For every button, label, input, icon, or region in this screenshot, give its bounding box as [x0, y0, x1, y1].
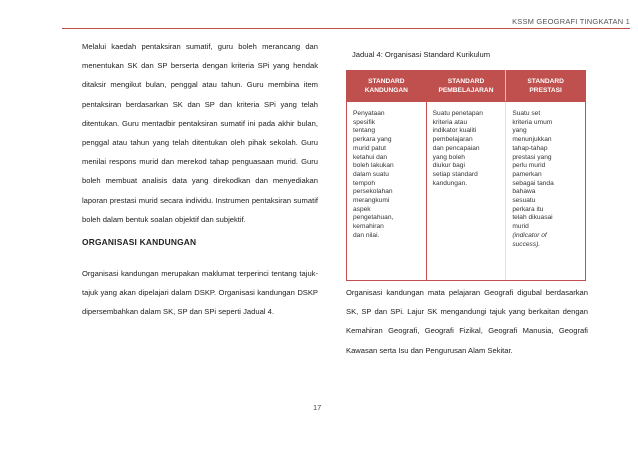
- cell-text-line: prestasi yang: [512, 153, 552, 161]
- cell-text-line: perlu murid: [512, 162, 546, 170]
- cell-standard-prestasi: [506, 102, 586, 281]
- header-standard-pembelajaran: STANDARD PEMBELAJARAN: [426, 71, 506, 102]
- table-row: [347, 102, 586, 281]
- cell-standard-kandungan: [347, 102, 427, 281]
- cell-text-line: yang boleh: [432, 153, 465, 161]
- cell-text-line: dan nilai.: [353, 231, 380, 239]
- left-column-bottom: [82, 264, 318, 322]
- cell-text-line: tahap-tahap: [512, 144, 548, 152]
- cell-text-line: kriteria umum: [512, 118, 553, 126]
- cell-text-line: pembelajaran: [432, 136, 473, 144]
- cell-text-line: telah dikuasai: [512, 214, 553, 222]
- cell-text-line: kriteria atau: [432, 118, 468, 126]
- cell-text-line: spesifik: [353, 118, 375, 126]
- header-standard-kandungan: STANDARD KANDUNGAN: [347, 71, 427, 102]
- cell-standard-pembelajaran: [426, 102, 506, 281]
- cell-text-line: persekolahan: [353, 188, 393, 196]
- cell-text-line: sesuatu: [512, 197, 536, 205]
- cell-text-line: dalam suatu: [353, 170, 389, 178]
- cell-text-line: bahawa: [512, 188, 536, 196]
- right-column: [346, 283, 588, 360]
- cell-text-line: menunjukkan: [512, 136, 552, 144]
- table-caption: Jadual 4: Organisasi Standard Kurikulum: [352, 50, 491, 59]
- cell-text-line: indikator kualiti: [432, 127, 477, 135]
- cell-text-line: ketahui dan: [353, 153, 388, 161]
- cell-text-line: tentang: [353, 127, 375, 135]
- cell-text-line: diukur bagi: [432, 162, 465, 170]
- cell-text-line: Suatu set: [512, 110, 541, 117]
- cell-text-line: perkara itu: [512, 205, 544, 213]
- kandungan-description-paragraph: Organisasi kandungan mata pelajaran Geografi digubal berdasarkan SK, SP dan SPi. Lajur SK mengandungi tajuk yang berkaitan dengan Kemahiran Geografi, Geografi Fizikal, Geografi Manusia, Geografi Kawasan serta Isu dan Pengurusan Alam Sekitar.: [346, 288, 588, 355]
- cell-text-line: sebagai tanda: [512, 179, 554, 187]
- cell-text-line: perkara yang: [353, 136, 392, 144]
- content-organisation-paragraph: Organisasi kandungan merupakan maklumat terperinci tentang tajuk-tajuk yang akan dipelajari dalam DSKP. Organisasi kandungan DSKP dipersembahkan dalam SK, SP dan SPi seperti Jadual 4.: [82, 269, 318, 317]
- running-header: KSSM GEOGRAFI TINGKATAN 1: [512, 17, 630, 26]
- cell-text-line: kandungan.: [432, 179, 468, 187]
- cell-text-line: setiap standard: [432, 170, 478, 178]
- cell-text-line: dan pencapaian: [432, 144, 480, 152]
- header-divider: [62, 28, 630, 29]
- cell-text-line: Suatu penetapan: [432, 110, 483, 117]
- cell-text-line: yang: [512, 127, 527, 135]
- cell-text-line: murid: [512, 223, 529, 231]
- section-heading: ORGANISASI KANDUNGAN: [82, 237, 197, 247]
- left-column-top: [82, 37, 318, 229]
- cell-text-line: merangkumi: [353, 197, 390, 205]
- cell-text-line: success).: [512, 240, 541, 248]
- cell-text-line: Penyataan: [353, 110, 385, 117]
- cell-text-line: pamerkan: [512, 170, 542, 178]
- curriculum-standard-table: [346, 70, 586, 281]
- summative-assessment-paragraph: Melalui kaedah pentaksiran sumatif, guru boleh merancang dan menentukan SK dan SP berserta dengan kriteria SPi yang hendak ditaksir mengikut bulan, penggal atau tahun. Guru membina item pentaksiran berdasarkan SK dan SP dan kriteria SPi yang telah ditentukan. Guru mentadbir pentaksiran sumatif ini pada akhir bulan, penggal atau tahun yang telah ditentukan oleh pihak sekolah. Guru menilai respons murid dan merekod tahap penguasaan murid. Guru boleh membuat analisis data yang direkodkan dan menyediakan laporan prestasi murid secara individu. Instrumen pentaksiran sumatif boleh dalam bentuk soalan objektif dan subjektif.: [82, 42, 318, 224]
- page-number: 17: [313, 403, 322, 412]
- cell-text-line: (indicator of: [512, 231, 547, 239]
- cell-text-line: murid patut: [353, 144, 386, 152]
- cell-text-line: pengetahuan,: [353, 214, 394, 222]
- cell-text-line: kemahiran: [353, 223, 384, 231]
- table-header-row: [347, 71, 586, 102]
- header-standard-prestasi: STANDARD PRESTASI: [506, 71, 586, 102]
- cell-text-line: boleh lakukan: [353, 162, 394, 170]
- cell-text-line: aspek: [353, 205, 371, 213]
- cell-text-line: tempoh: [353, 179, 375, 187]
